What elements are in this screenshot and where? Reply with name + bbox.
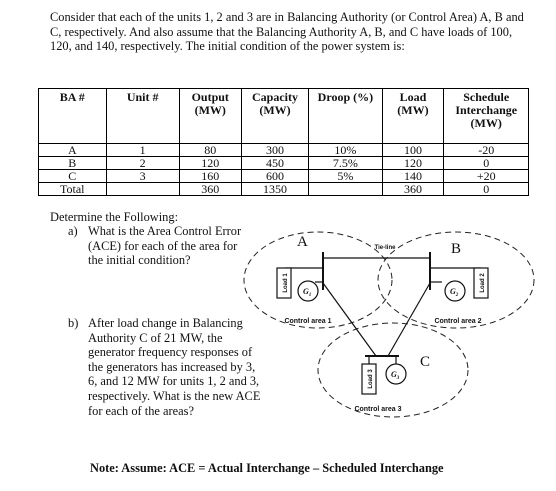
cell-ba: A [39, 144, 107, 157]
question-a-text: What is the Area Control Error (ACE) for each of the area for the initial condition? [88, 224, 242, 268]
cell-load: 360 [382, 183, 444, 196]
tie-line-bc [388, 283, 430, 356]
cell-droop: 7.5% [309, 157, 382, 170]
cell-load: 120 [382, 157, 444, 170]
load-1-label: Load 1 [283, 273, 289, 293]
header-unit: Unit # [106, 89, 179, 144]
problem-intro: Consider that each of the units 1, 2 and 3 are in Balancing Authority (or Control Area) A, B and C, respectively. And also assume that the Balancing Authority A, B, and C have loads of 100, 120, and 140, respectively. The initial condition of the power system is: [50, 10, 524, 54]
area-c-letter: C [420, 354, 431, 370]
header-ba: BA # [39, 89, 107, 144]
control-area-2-label: Control area 2 [434, 318, 482, 325]
question-b-number: b) [68, 316, 79, 330]
control-area-3-label: Control area 3 [354, 406, 402, 413]
cell-output: 160 [179, 170, 241, 183]
cell-schedule: 0 [444, 157, 529, 170]
cell-schedule: 0 [444, 183, 529, 196]
header-output: Output (MW) [179, 89, 241, 144]
control-area-1-boundary [244, 232, 392, 328]
cell-load: 100 [382, 144, 444, 157]
ace-note: Note: Assume: ACE = Actual Interchange – Scheduled Interchange [90, 461, 444, 475]
cell-capacity: 300 [241, 144, 309, 157]
cell-load: 140 [382, 170, 444, 183]
questions-heading: Determine the Following: [50, 210, 179, 224]
cell-capacity: 450 [241, 157, 309, 170]
cell-droop: 5% [309, 170, 382, 183]
cell-ba: B [39, 157, 107, 170]
generator-2-label: $G_2$ [450, 287, 459, 298]
cell-output: 120 [179, 157, 241, 170]
area-a-letter: A [297, 234, 308, 250]
cell-output: 360 [179, 183, 241, 196]
cell-output: 80 [179, 144, 241, 157]
header-capacity: Capacity (MW) [241, 89, 309, 144]
cell-ba: C [39, 170, 107, 183]
cell-schedule: -20 [444, 144, 529, 157]
control-area-1-label: Control area 1 [284, 318, 332, 325]
cell-unit: 1 [106, 144, 179, 157]
area-b-letter: B [451, 241, 462, 257]
tie-line-label: Tie-line [374, 245, 396, 251]
generator-3-label: $G_3$ [391, 370, 400, 381]
cell-unit: 2 [106, 157, 179, 170]
generator-1-label: $G_1$ [303, 287, 312, 298]
question-b-text: After load change in Balancing Authority C of 21 MW, the generator frequency responses of the generators has increased by 3, 6, and 12 MW for units 1, 2 and 3, respectively. What is the new ACE for each of the areas? [88, 316, 261, 418]
header-schedule: Schedule Interchange (MW) [444, 89, 529, 144]
cell-schedule: +20 [444, 170, 529, 183]
header-droop: Droop (%) [309, 89, 382, 144]
question-a-number: a) [68, 224, 78, 238]
header-load: Load (MW) [382, 89, 444, 144]
cell-capacity: 600 [241, 170, 309, 183]
cell-capacity: 1350 [241, 183, 309, 196]
cell-unit: 3 [106, 170, 179, 183]
load-2-label: Load 2 [480, 273, 486, 293]
cell-droop: 10% [309, 144, 382, 157]
load-3-label: Load 3 [368, 369, 374, 389]
cell-ba: Total [39, 183, 107, 196]
